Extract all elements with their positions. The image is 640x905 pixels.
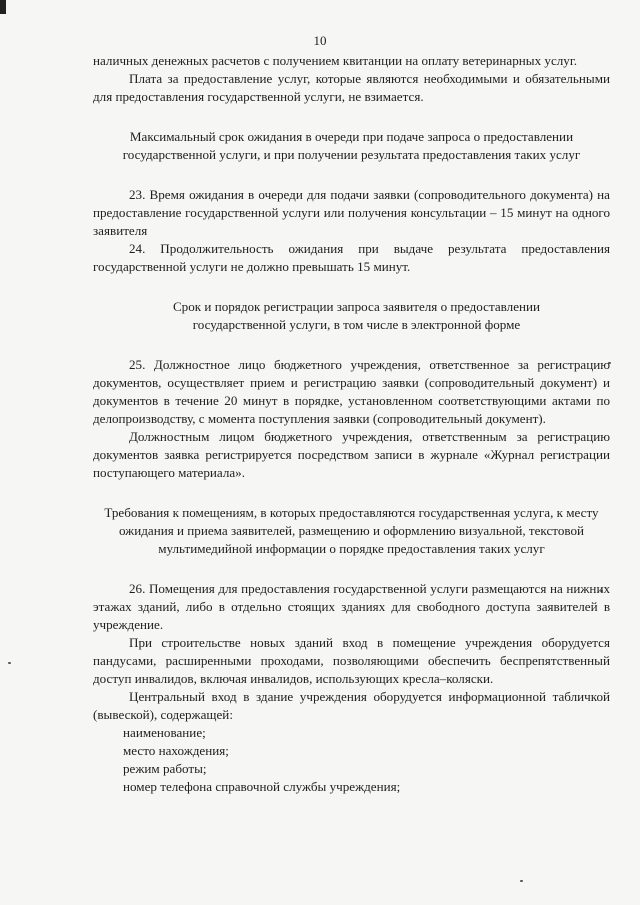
scan-speck — [8, 662, 11, 664]
signboard-list — [93, 724, 610, 796]
paragraph-fee: Плата за предоставление услуг, которые являются необходимыми и обязательными для предоставления государственной услуги, не взимается. — [93, 71, 610, 104]
heading-registration: Срок и порядок регистрации запроса заявителя о предоставлении государственной услуги, в том числе в электронной форме — [172, 299, 541, 332]
paragraph-25-registration: Должностным лицом бюджетного учреждения, ответственным за регистрацию документов заявка регистрируется посредством записи в журнале «Журнал регистрации поступающего материала». — [93, 429, 610, 480]
paragraph-23: 23. Время ожидания в очереди для подачи заявки (сопроводительного документа) на предоставление государственной услуги или получения консультации – 15 минут на одного заявителя — [93, 187, 610, 238]
paragraph-26-construction: При строительстве новых зданий вход в помещение учреждения оборудуется пандусами, расширенными проходами, позволяющими обеспечить беспрепятственный доступ инвалидов, включая инвалидов, использующих кресла–коляски. — [93, 635, 610, 686]
heading-premises: Требования к помещениям, в которых предоставляются государственная услуга, к месту ожидания и приема заявителей, размещению и оформлению визуальной, текстовой мультимедийной информации о порядке предоставления таких услуг — [104, 505, 599, 556]
list-item: режим работы; — [123, 761, 207, 776]
paragraph-25: 25. Должностное лицо бюджетного учреждения, ответственное за регистрацию документов, осуществляет прием и регистрацию заявки (сопроводительный документ) и документов в течение 20 минут в порядке, установленном соответствующими актами по делопроизводству, с момента поступления заявки (сопроводительный документ). — [93, 357, 610, 426]
scan-corner-mark — [0, 0, 6, 14]
page-number: 10 — [313, 33, 327, 48]
paragraph-26: 26. Помещения для предоставления государственной услуги размещаются на нижних этажах зданий, либо в отдельно стоящих зданиях для свободного доступа заявителей в учреждение. — [93, 581, 610, 632]
list-item: место нахождения; — [123, 743, 229, 758]
paragraph-payment-cont: наличных денежных расчетов с получением квитанции на оплату ветеринарных услуг. — [93, 53, 578, 68]
paragraph-26-entrance: Центральный вход в здание учреждения оборудуется информационной табличкой (вывеской), содержащей: — [93, 689, 610, 722]
list-item: наименование; — [123, 725, 206, 740]
paragraph-24: 24. Продолжительность ожидания при выдаче результата предоставления государственной услуги не должно превышать 15 минут. — [93, 241, 610, 274]
list-item: номер телефона справочной службы учреждения; — [123, 779, 401, 794]
document-body — [93, 52, 610, 796]
scan-speck — [520, 880, 523, 882]
heading-waiting-time: Максимальный срок ожидания в очереди при подаче запроса о предоставлении государственной услуги, и при получении результата предоставления таких услуг — [122, 129, 581, 162]
